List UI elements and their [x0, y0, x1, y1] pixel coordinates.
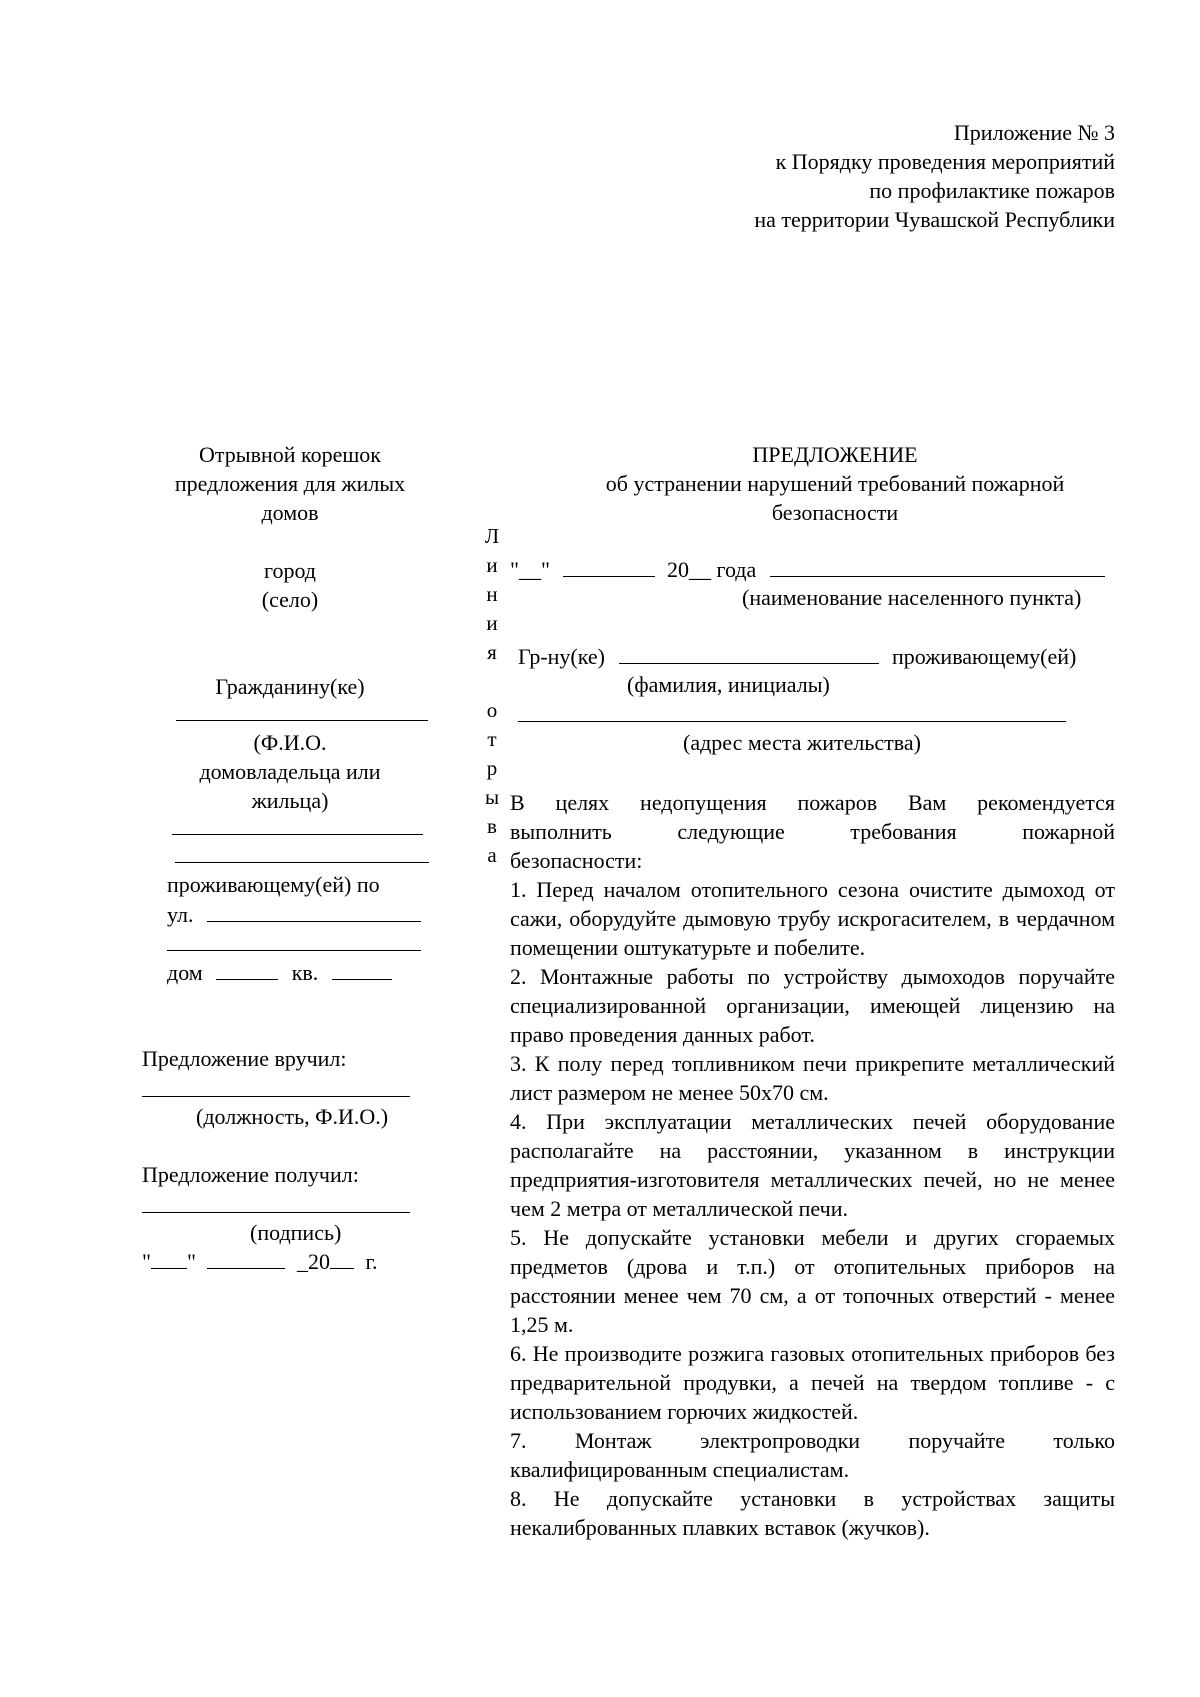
proposal-settlement-input[interactable]	[770, 556, 1105, 577]
cut-line-letter: н	[486, 582, 498, 606]
header-line: Приложение № 3	[953, 120, 1115, 145]
cut-line-letter: и	[486, 553, 498, 577]
proposal-title-block	[540, 440, 1130, 527]
stub-handed: Предложение вручил:	[142, 1046, 347, 1071]
stub-year-input[interactable]	[330, 1248, 354, 1269]
stub-date-year: _20	[296, 1249, 330, 1274]
stub-received: Предложение получил:	[142, 1162, 359, 1187]
requirement-item: 6. Не производите розжига газовых отопительных приборов без предварительной продувки, а печей на твердом топливе - с использованием горючих жидкостей.	[510, 1341, 1115, 1424]
cut-line-letter: о	[486, 698, 498, 722]
requirement-item: 1. Перед началом отопительного сезона очистите дымоход от сажи, оборудуйте дымовую трубу искрогасителем, в чердачном помещении оштукатурьте и побелите.	[510, 877, 1115, 960]
stub-title-line: предложения для жилых	[174, 471, 406, 496]
stub-month-input[interactable]	[207, 1248, 285, 1269]
proposal-address-note: (адрес места жительства)	[683, 730, 921, 755]
proposal-intro-line: безопасности:	[510, 848, 643, 873]
header-line: на территории Чувашской Республики	[754, 207, 1115, 232]
stub-fio-note-line: жильца)	[251, 788, 329, 813]
proposal-citizen-input[interactable]	[619, 643, 879, 664]
cut-line-letter: в	[487, 814, 497, 838]
stub-handed-line[interactable]	[142, 1074, 410, 1097]
requirement-item: 2. Монтажные работы по устройству дымоходов поручайте специализированной организации, имеющей лицензию на право проведения данных работ.	[510, 964, 1115, 1047]
proposal-residing-label: проживающему(ей)	[892, 644, 1077, 669]
stub-position-note: (должность, Ф.И.О.)	[196, 1104, 389, 1129]
stub-city: город	[263, 558, 317, 583]
appendix-header	[754, 118, 1115, 234]
proposal-address-input[interactable]	[518, 699, 1066, 722]
proposal-intro	[510, 788, 1115, 875]
stub-title-line: Отрывной корешок	[199, 442, 381, 467]
stub-apt-label: кв.	[291, 960, 319, 985]
requirement-item: 4. При эксплуатации металлических печей оборудование располагайте на расстоянии, указанном в инструкции предприятия-изготовителя металлических печей, но не менее чем 2 метра от металлической печи.	[510, 1109, 1115, 1221]
stub-signature-note: (подпись)	[250, 1220, 342, 1245]
stub-day-input[interactable]	[151, 1248, 187, 1269]
proposal-month-input[interactable]	[563, 556, 655, 577]
cut-line-letter: ы	[484, 785, 500, 809]
proposal-intro-line: В целях недопущения пожаров Вам рекомендуется	[510, 790, 1115, 815]
stub-street-label: ул.	[167, 902, 194, 927]
stub-residing: проживающему(ей) по	[167, 872, 380, 897]
proposal-date-year: 20__ года	[666, 557, 757, 582]
cut-line-letter	[482, 667, 502, 696]
requirement-item: 5. Не допускайте установки мебели и других сгораемых предметов (дрова и т.п.) от отопительных приборов на расстоянии менее чем 70 см, а от топочных отверстий - менее 1,25 м.	[510, 1225, 1115, 1337]
stub-house-row	[167, 959, 392, 986]
stub-street-row	[167, 901, 421, 928]
stub-extra-line-2[interactable]	[175, 840, 429, 863]
stub-date-quote: "	[186, 1249, 196, 1274]
stub-title	[140, 440, 440, 527]
stub-street-input[interactable]	[207, 901, 421, 922]
proposal-name-note: (фамилия, инициалы)	[627, 672, 830, 697]
stub-title-line: домов	[261, 500, 319, 525]
stub-date-row	[142, 1248, 378, 1275]
stub-house-input[interactable]	[216, 959, 278, 980]
cut-line-letter: Л	[484, 524, 500, 548]
cut-line-letter: я	[487, 640, 497, 664]
stub-apt-input[interactable]	[332, 959, 392, 980]
proposal-citizen-row	[518, 643, 1076, 670]
stub-received-line[interactable]	[142, 1190, 410, 1213]
stub-fio-note-line: домовладельца или	[199, 759, 381, 784]
requirement-item: 7. Монтаж электропроводки поручайте только квалифицированным специалистам.	[510, 1428, 1115, 1482]
proposal-date-day: "__"	[510, 557, 550, 582]
proposal-subtitle-line: об устранении нарушений требований пожарной	[605, 471, 1065, 496]
proposal-citizen-label: Гр-ну(ке)	[518, 644, 605, 669]
cut-line-letter: т	[487, 727, 497, 751]
stub-fio-note-line: (Ф.И.О.	[253, 730, 327, 755]
proposal-title: ПРЕДЛОЖЕНИЕ	[752, 442, 918, 467]
header-line: к Порядку проведения мероприятий	[775, 149, 1115, 174]
stub-house-label: дом	[167, 960, 203, 985]
stub-citizen-label: Гражданину(ке)	[215, 674, 365, 699]
cut-line-letter: и	[486, 611, 498, 635]
stub-fio-note	[140, 728, 440, 815]
requirement-item: 3. К полу перед топливником печи прикрепите металлический лист размером не менее 50x70 см.	[510, 1051, 1115, 1105]
stub-settlement	[140, 556, 440, 614]
stub-fio-line[interactable]	[176, 698, 428, 721]
proposal-requirements-list	[510, 875, 1115, 1542]
proposal-subtitle-line: безопасности	[771, 500, 899, 525]
stub-extra-line-1[interactable]	[172, 812, 423, 835]
stub-village: (село)	[261, 587, 319, 612]
proposal-date-row	[510, 556, 1105, 583]
stub-street-line-2[interactable]	[167, 928, 421, 951]
proposal-settlement-note: (наименование населенного пункта)	[742, 585, 1082, 610]
stub-date-suffix: г.	[365, 1249, 378, 1274]
header-line: по профилактике пожаров	[869, 178, 1115, 203]
cut-line-letter: а	[487, 843, 497, 867]
stub-date-quote: "	[142, 1249, 151, 1274]
proposal-intro-line: выполнить следующие требования пожарной	[510, 819, 1115, 844]
requirement-item: 8. Не допускайте установки в устройствах защиты некалиброванных плавких вставок (жучков).	[510, 1486, 1115, 1540]
cut-line-letter: р	[486, 756, 498, 780]
cut-line-label	[482, 522, 502, 870]
